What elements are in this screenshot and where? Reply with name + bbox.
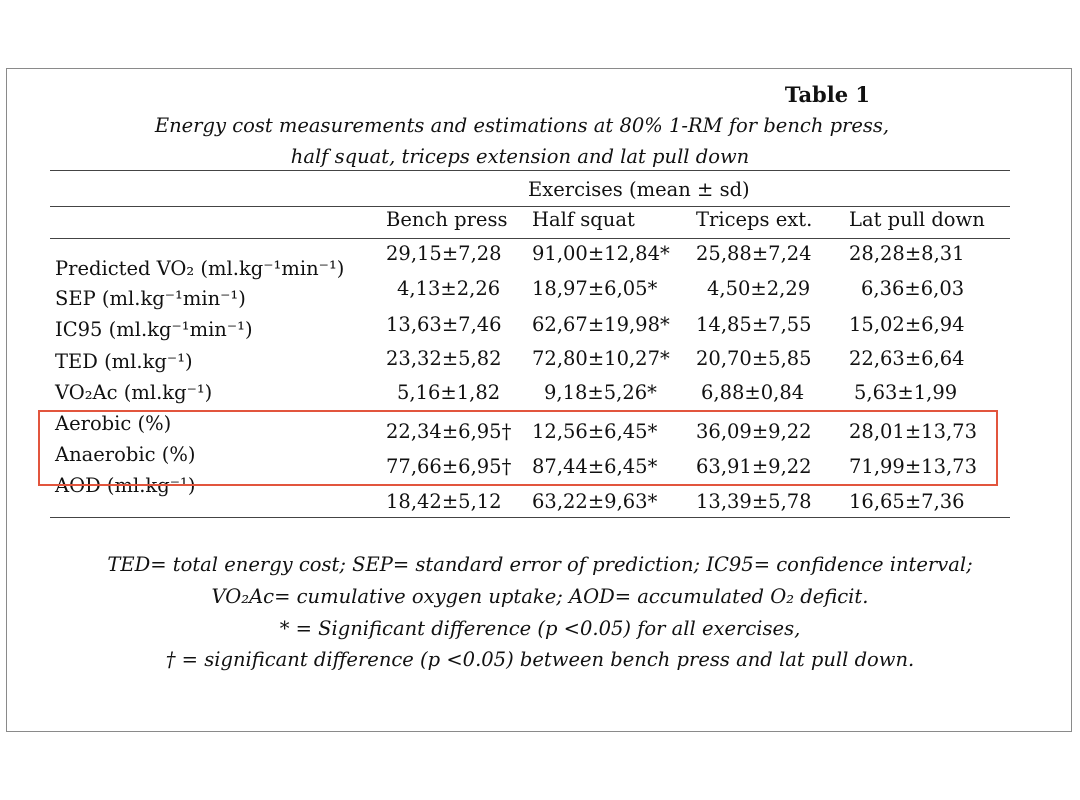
column-header-lat-pull-down: Lat pull down [849, 208, 985, 231]
table-cell: 28,28±8,31 [849, 242, 965, 265]
table-caption-line-1: Energy cost measurements and estimations at 80% 1-RM for bench press, [154, 114, 890, 137]
footnote-line-3: * = Significant difference (p <0.05) for all exercises, [279, 617, 801, 640]
table-cell: 13,39±5,78 [696, 490, 812, 513]
row-label-ted: TED (ml.kg⁻¹) [55, 350, 193, 373]
table-bottom-rule [50, 517, 1010, 518]
row-label-aod: AOD (ml.kg⁻¹) [55, 474, 196, 497]
table-cell: 63,22±9,63* [532, 490, 658, 513]
column-header-rule [50, 238, 1010, 239]
table-cell: 15,02±6,94 [849, 313, 965, 336]
table-caption-line-2: half squat, triceps extension and lat pull down [290, 145, 750, 168]
column-header-bench-press: Bench press [386, 208, 508, 231]
group-header: Exercises (mean ± sd) [528, 178, 750, 201]
row-label-ic95: IC95 (ml.kg⁻¹min⁻¹) [55, 318, 253, 341]
table-cell: 62,67±19,98* [532, 313, 670, 336]
table-cell: 18,42±5,12 [386, 490, 502, 513]
table-cell: 6,36±6,03 [861, 277, 965, 300]
table-cell: 4,50±2,29 [707, 277, 811, 300]
footnote-line-4: † = significant difference (p <0.05) between bench press and lat pull down. [165, 648, 915, 671]
table-cell: 12,56±6,45* [532, 420, 658, 443]
table-cell: 14,85±7,55 [696, 313, 812, 336]
row-label-anaerobic: Anaerobic (%) [55, 443, 196, 466]
column-header-half-squat: Half squat [532, 208, 635, 231]
row-label-vo2ac: VO₂Ac (ml.kg⁻¹) [55, 381, 213, 404]
table-cell: 28,01±13,73 [849, 420, 977, 443]
table-cell: 22,63±6,64 [849, 347, 965, 370]
highlight-box [38, 410, 998, 486]
table-cell: 72,80±10,27* [532, 347, 670, 370]
row-label-sep: SEP (ml.kg⁻¹min⁻¹) [55, 287, 246, 310]
table-cell: 25,88±7,24 [696, 242, 812, 265]
table-cell: 4,13±2,26 [397, 277, 501, 300]
table-cell: 36,09±9,22 [696, 420, 812, 443]
group-header-rule [50, 206, 1010, 207]
table-number: Table 1 [784, 82, 870, 107]
table-cell: 63,91±9,22 [696, 455, 812, 478]
table-cell: 77,66±6,95† [386, 455, 512, 478]
table-cell: 5,63±1,99 [854, 381, 958, 404]
table-cell: 71,99±13,73 [849, 455, 977, 478]
table-cell: 91,00±12,84* [532, 242, 670, 265]
row-label-predicted-vo2: Predicted VO₂ (ml.kg⁻¹min⁻¹) [55, 257, 345, 280]
table-cell: 6,88±0,84 [701, 381, 805, 404]
table-cell: 5,16±1,82 [397, 381, 501, 404]
table-cell: 20,70±5,85 [696, 347, 812, 370]
table-cell: 16,65±7,36 [849, 490, 965, 513]
footnote-line-2: VO₂Ac= cumulative oxygen uptake; AOD= accumulated O₂ deficit. [211, 585, 869, 608]
table-cell: 13,63±7,46 [386, 313, 502, 336]
footnote-line-1: TED= total energy cost; SEP= standard error of prediction; IC95= confidence interval; [107, 553, 973, 576]
column-header-triceps-ext: Triceps ext. [696, 208, 813, 231]
row-label-aerobic: Aerobic (%) [55, 412, 172, 435]
table-top-rule [50, 170, 1010, 171]
table-cell: 23,32±5,82 [386, 347, 502, 370]
table-cell: 22,34±6,95† [386, 420, 512, 443]
table-cell: 9,18±5,26* [544, 381, 657, 404]
table-cell: 29,15±7,28 [386, 242, 502, 265]
table-cell: 87,44±6,45* [532, 455, 658, 478]
table-cell: 18,97±6,05* [532, 277, 658, 300]
